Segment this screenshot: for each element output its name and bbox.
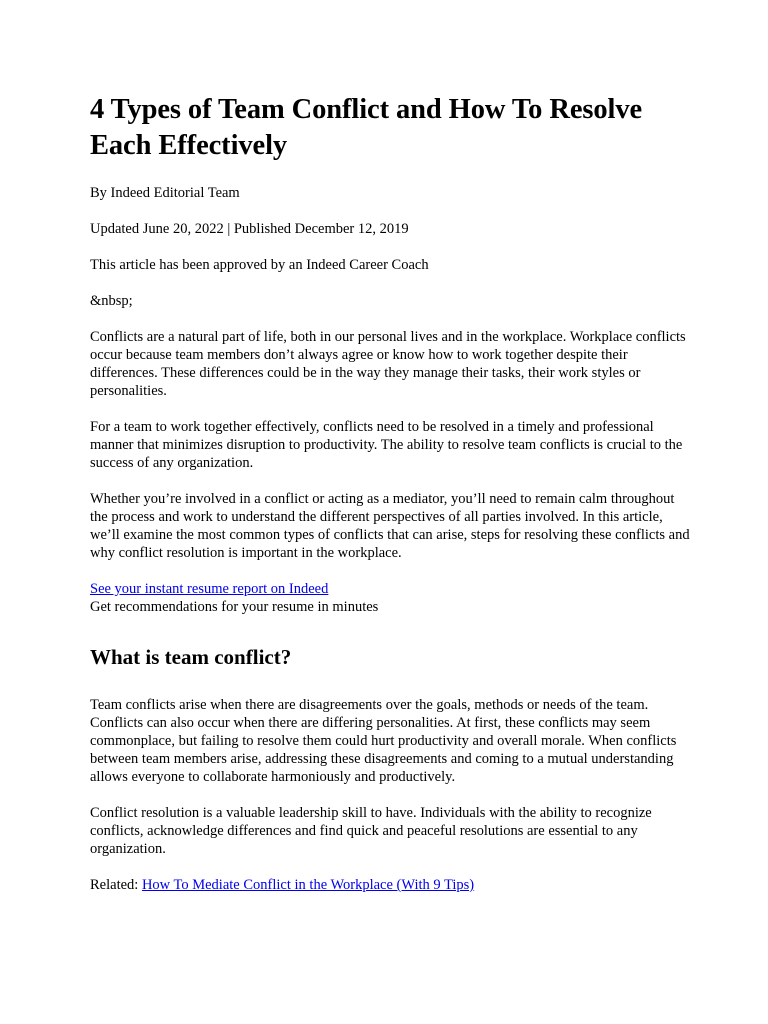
section-heading: What is team conflict?	[90, 645, 292, 669]
related-line	[90, 876, 690, 894]
publish-dates: Updated June 20, 2022 | Published December 12, 2019	[90, 221, 409, 237]
intro-paragraph-2: For a team to work together effectively, conflicts need to be resolved in a timely and professional manner that minimizes disruption to productivity. The ability to resolve team conflicts is crucial to the success of any organization.	[90, 419, 683, 471]
byline: By Indeed Editorial Team	[90, 185, 240, 201]
related-label: Related:	[90, 877, 142, 893]
article-title: 4 Types of Team Conflict and How To Resolve Each Effectively	[90, 94, 643, 161]
article	[90, 92, 690, 912]
related-article-link[interactable]: How To Mediate Conflict in the Workplace (With 9 Tips)	[141, 877, 475, 893]
intro-paragraph-3: Whether you’re involved in a conflict or acting as a mediator, you’ll need to remain calm throughout the process and work to understand the different perspectives of all parties involved. In this article, we’ll examine the most common types of conflicts that can arise, steps for resolving these conflicts and why conflict resolution is important in the workplace.	[90, 491, 690, 561]
approval-note: This article has been approved by an Indeed Career Coach	[90, 257, 429, 273]
resume-report-link[interactable]: See your instant resume report on Indeed	[90, 581, 329, 597]
section-paragraph-2: Conflict resolution is a valuable leadership skill to have. Individuals with the ability to recognize conflicts, acknowledge differences and find quick and peaceful resolutions are essential to any organization.	[90, 805, 652, 857]
resume-cta-subtext: Get recommendations for your resume in minutes	[90, 599, 379, 615]
intro-paragraph-1: Conflicts are a natural part of life, both in our personal lives and in the workplace. Workplace conflicts occur because team members don’t always agree or know how to work together despite their differences. These differences could be in the way they manage their tasks, their work styles or personalities.	[90, 329, 686, 399]
resume-cta	[90, 580, 690, 616]
nbsp-artifact: &nbsp;	[90, 293, 133, 309]
section-paragraph-1: Team conflicts arise when there are disagreements over the goals, methods or needs of the team. Conflicts can also occur when there are differing personalities. At first, these conflicts may seem commonplace, but failing to resolve them could hurt productivity and overall morale. When conflicts between team members arise, addressing these disagreements and coming to a mutual understanding allows everyone to collaborate harmoniously and productively.	[90, 697, 677, 785]
